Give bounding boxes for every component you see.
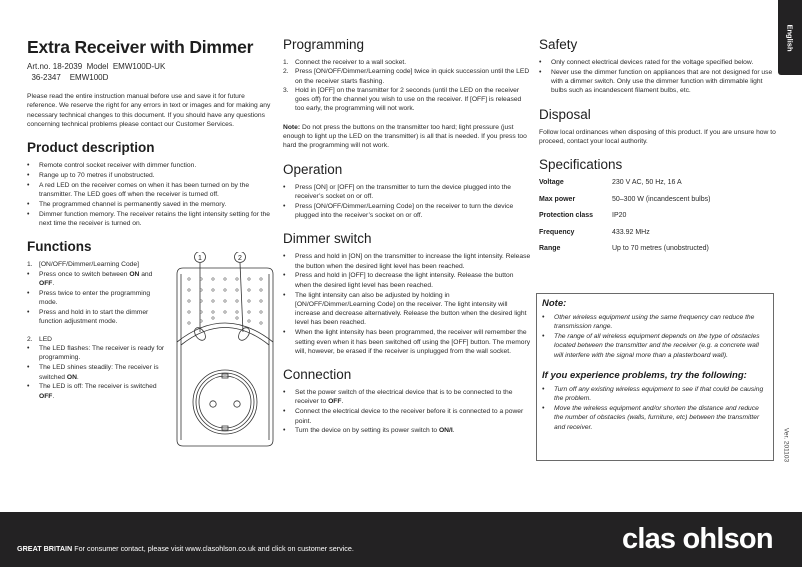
list-item: • When the light intensity has been programmed, the receiver will remember the setting even when it has been switched off using the [OFF] button. The memory will, however, be erased if the receiver is unplugged from the wall socket. <box>283 328 531 356</box>
list-item: 2. LED <box>27 335 53 343</box>
functions-heading: Functions <box>27 239 92 255</box>
product-description-list <box>27 161 275 228</box>
connection-section <box>283 366 531 435</box>
dimmer-switch-list <box>283 252 531 356</box>
note-box <box>536 293 774 461</box>
specifications-table <box>539 178 710 261</box>
list-item: • Never use the dimmer function on appliances that are not designed for use with a dimmer switch. Only use the dimmer function with dimmable light bulbs such as incandescent filament bulbs, etc. <box>539 68 776 96</box>
dimmer-switch-section <box>283 230 531 356</box>
list-item: • Set the power switch of the electrical device that is to be connected to the receiver to OFF. <box>283 388 531 407</box>
product-description-heading: Product description <box>27 140 155 156</box>
brand-logo: clas ohlson <box>622 523 773 555</box>
table-row: Protection class IP20 <box>539 212 627 220</box>
problems-list <box>542 385 768 432</box>
product-description-section <box>27 139 275 228</box>
list-item: • The programmed channel is permanently saved in the memory. <box>27 200 275 209</box>
list-item: • Other wireless equipment using the same frequency can reduce the transmission range. <box>542 313 768 332</box>
programming-steps <box>283 58 531 114</box>
list-item: • Turn the device on by setting its power switch to ON/I. <box>283 426 531 435</box>
list-item: • Press and hold in [ON] on the transmitter to increase the light intensity. Release the button when the desired light level has been reached. <box>283 252 531 271</box>
table-row: Voltage 230 V AC, 50 Hz, 16 A <box>539 179 682 187</box>
receiver-diagram <box>173 252 277 448</box>
list-item: • Press and hold in to start the dimmer function adjustment mode. <box>27 308 167 327</box>
table-row: Frequency 433.92 MHz <box>539 228 650 236</box>
problems-title: If you experience problems, try the following: <box>542 369 747 381</box>
list-item: • The LED flashes: The receiver is ready for programming. <box>27 344 167 363</box>
list-item: • Press once to switch between ON and OFF. <box>27 270 167 289</box>
list-item: • Connect the electrical device to the receiver before it is connected to a power point. <box>283 407 531 426</box>
list-item: 3. Hold in [OFF] on the transmitter for 2 seconds (until the LED on the receiver goes off) for the channel you wish to use on the receiver. If [OFF] is released too early, the programming will not work. <box>283 86 522 113</box>
list-item: • The light intensity can also be adjusted by holding in [ON/OFF/Dimmer/Learning Code] on the receiver. The light intensity will increase and decrease alternatively. Release the button when the desired light level has been reached. <box>283 291 531 328</box>
list-item: • Range up to 70 metres if unobstructed. <box>27 171 275 180</box>
column-middle <box>283 36 531 436</box>
language-label: English <box>785 24 795 52</box>
disposal-heading: Disposal <box>539 106 591 122</box>
article-numbers <box>27 62 275 83</box>
functions-text <box>27 260 167 401</box>
intro-text: Please read the entire instruction manual before use and save it for future reference. We reserve the right for any errors in text or images and for making any necessary technical changes to this document. If you should have any questions concerning technical problems please contact our Customer Services. <box>27 93 271 128</box>
disposal-text: Follow local ordinances when disposing of this product. If you are unsure how to proceed, contact your local authority. <box>539 128 776 145</box>
note-box-title: Note: <box>542 298 567 309</box>
list-item: 1. Connect the receiver to a wall socket. <box>283 59 407 66</box>
list-item: • Press twice to enter the programming mode. <box>27 289 167 308</box>
list-item: • Remote control socket receiver with dimmer function. <box>27 161 275 170</box>
connection-heading: Connection <box>283 367 352 383</box>
list-item: 1. [ON/OFF/Dimmer/Learning Code] <box>27 261 139 269</box>
list-item: • Press and hold in [OFF] to decrease the light intensity. Release the button when the desired light level has been reached. <box>283 271 531 290</box>
table-row: Range Up to 70 metres (unobstructed) <box>539 245 709 253</box>
programming-note: Note: Do not press the buttons on the transmitter too hard; light pressure (just enough to light up the LED on the transmitter) is all that is needed. If you press too hard the programming will not work. <box>283 123 527 150</box>
dimmer-switch-heading: Dimmer switch <box>283 231 372 247</box>
functions-group-1-items <box>27 270 167 327</box>
operation-heading: Operation <box>283 161 343 177</box>
footer <box>0 512 802 567</box>
article-line-2: 36-2347 EMW100D <box>27 72 109 82</box>
list-item: • A red LED on the receiver comes on when it has been turned on by the transmitter. The LED goes off when the receiver is turned off. <box>27 181 275 200</box>
functions-group-1 <box>27 260 167 269</box>
safety-heading: Safety <box>539 37 578 52</box>
list-item: • Only connect electrical devices rated for the voltage specified below. <box>539 58 776 67</box>
list-item: • Turn off any existing wireless equipment to see if that could be causing the problem. <box>542 385 768 404</box>
specifications-heading: Specifications <box>539 157 623 173</box>
specifications-section <box>539 156 776 261</box>
list-item: • Move the wireless equipment and/or shorten the distance and reduce the number of obstacles (walls, furniture, etc) between the transmitter and receiver. <box>542 404 768 432</box>
callout-1: 1 <box>198 255 202 263</box>
safety-list <box>539 58 776 96</box>
disposal-section <box>539 106 776 147</box>
safety-section <box>539 36 776 96</box>
note-box-list <box>542 313 768 360</box>
functions-group-2 <box>27 335 167 344</box>
page-title: Extra Receiver with Dimmer <box>27 37 254 57</box>
column-right <box>539 36 776 261</box>
table-row: Max power 50–300 W (incandescent bulbs) <box>539 195 711 203</box>
list-item: 2. Press [ON/OFF/Dimmer/Learning code] twice in quick succession until the LED on the receiver starts flashing. <box>283 68 530 85</box>
operation-section <box>283 161 531 221</box>
list-item: • Press [ON] or [OFF] on the transmitter to turn the device plugged into the receiver’s socket on or off. <box>283 183 531 202</box>
list-item: • The range of all wireless equipment depends on the type of obstacles located between the transmitter and the receiver (e.g. a concrete wall will interfere with the signal more than a plasterboard wall). <box>542 332 768 360</box>
list-item: • Press [ON/OFF/Dimmer/Learning Code] on the receiver to turn the device plugged into the receiver’s socket on or off. <box>283 202 531 221</box>
functions-group-2-items <box>27 344 167 401</box>
column-left <box>27 36 275 401</box>
language-tab <box>778 0 802 75</box>
operation-list <box>283 183 531 221</box>
list-item: • The LED is off: The receiver is switched OFF. <box>27 382 167 401</box>
callout-2: 2 <box>238 255 242 263</box>
list-item: • Dimmer function memory. The receiver retains the light intensity setting for the next time the receiver is turned on. <box>27 210 275 229</box>
version-label: Ver. 201103 <box>782 427 790 463</box>
footer-contact: GREAT BRITAIN For consumer contact, please visit www.clasohlson.co.uk and click on customer service. <box>17 544 354 553</box>
programming-section <box>283 36 531 151</box>
list-item: • The LED shines steadily: The receiver is switched ON. <box>27 363 167 382</box>
article-line-1: Art.no. 18-2039 Model EMW100D-UK <box>27 62 166 71</box>
functions-section <box>27 238 275 401</box>
programming-heading: Programming <box>283 37 365 52</box>
connection-list <box>283 388 531 435</box>
